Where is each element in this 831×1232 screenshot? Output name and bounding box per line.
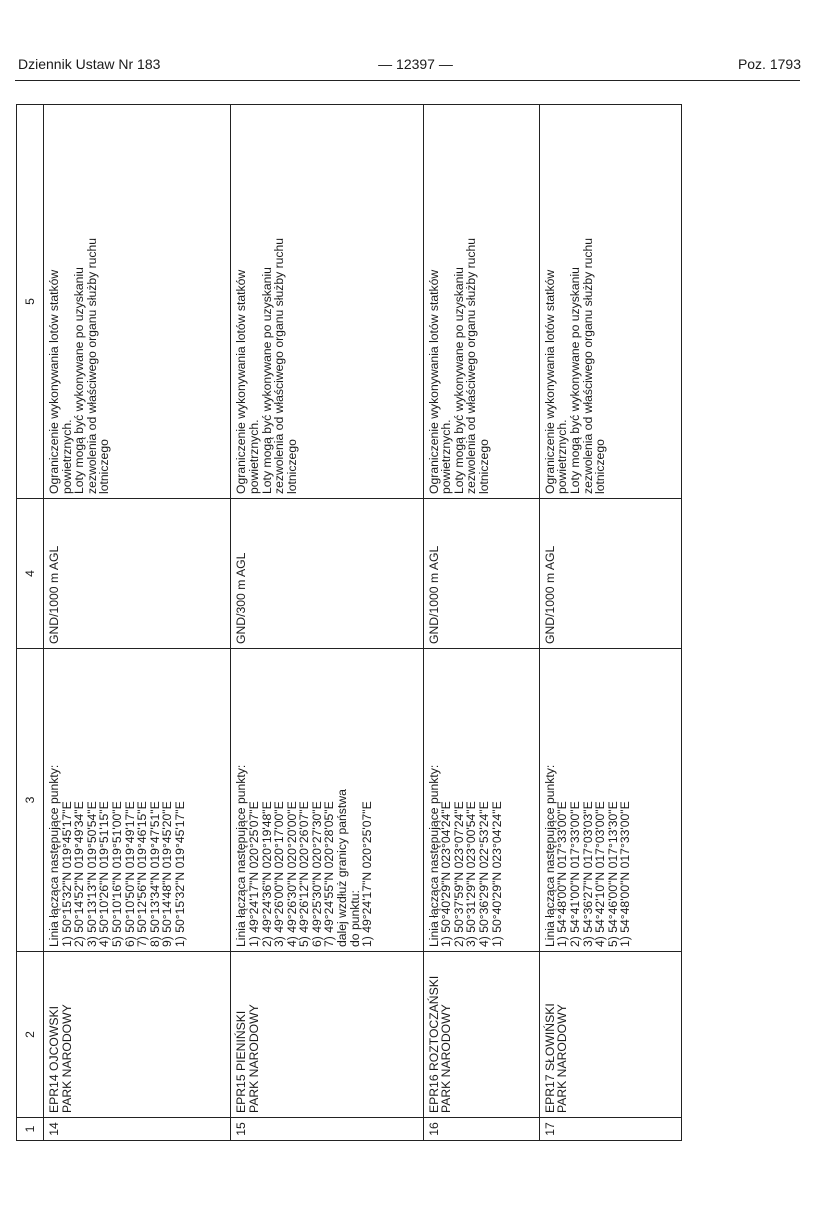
boundary-point: 4) 50°10'26"N 019°51'15"E [97,801,112,947]
remarks-line: Ograniczenie wykonywania lotów statków [426,269,441,494]
boundary-point: 1) 49°24'17"N 020°25'07"E [246,801,261,947]
vertical-limits: GND/1000 m AGL [423,499,539,649]
remarks-line: zezwolenia od właściwego organu służby ruchu [84,237,99,494]
boundary-point: 5) 49°26'12"N 020°26'07"E [297,801,312,947]
boundary-point: 3) 50°13'13"N 019°50'54"E [84,801,99,947]
row-number: 15 [231,1118,423,1141]
remarks-cell [231,105,423,499]
area-designator: EPR15 PIENIŃSKI [234,1010,249,1113]
boundary-intro: Linia łącząca następujące punkty: [426,764,441,947]
remarks-line: Loty mogą być wykonywane po uzyskaniu [72,267,87,494]
boundary-point: 1) 50°40'29"N 023°04'24"E [489,801,504,947]
boundary-point: 2) 54°41'00"N 017°33'00"E [567,801,582,947]
column-header: 5 [17,105,44,499]
remarks-line: zezwolenia od właściwego organu służby ruchu [580,237,595,494]
boundary-point: 1) 49°24'17"N 020°25'07"E [360,801,375,947]
column-header: 3 [17,649,44,952]
boundary-point: 1) 50°40'29"N 023°04'24"E [439,801,454,947]
rotated-table-wrapper [16,105,682,1141]
area-name-cell [231,952,423,1118]
boundary-point: 6) 50°10'50"N 019°49'17"E [122,801,137,947]
column-header: 4 [17,499,44,649]
remarks-cell [44,105,231,499]
table-row [423,105,539,1141]
table-row [44,105,231,1141]
table-row [231,105,423,1141]
boundary-point: 4) 54°42'10"N 017°03'00"E [593,801,608,947]
boundary-point: 9) 50°14'48"N 019°45'20"E [160,801,175,947]
boundary-cell [231,649,423,952]
area-designator: EPR16 ROZTOCZAŃSKI [426,975,441,1113]
boundary-point: 6) 49°25'30"N 020°27'30"E [309,801,324,947]
row-number: 14 [44,1118,231,1141]
header-rule [15,80,800,81]
area-name: PARK NARODOWY [439,1004,454,1113]
area-designator: EPR14 OJCOWSKI [47,1005,62,1113]
boundary-point: 4) 50°36'29"N 022°53'24"E [476,801,491,947]
boundary-cell [539,649,681,952]
boundary-point: 4) 49°26'30"N 020°20'00"E [284,801,299,947]
remarks-line: lotniczego [476,439,491,494]
boundary-point: 2) 50°37'59"N 023°07'24"E [451,801,466,947]
boundary-point: 2) 49°24'36"N 020°19'48"E [259,801,274,947]
remarks-line: powietrznych. [439,419,454,494]
remarks-line: powietrznych. [246,419,261,494]
area-name: PARK NARODOWY [246,1004,261,1113]
remarks-line: Loty mogą być wykonywane po uzyskaniu [259,267,274,494]
boundary-intro: Linia łącząca następujące punkty: [234,764,249,947]
remarks-cell [539,105,681,499]
boundary-point: 5) 50°10'16"N 019°51'00"E [110,801,124,947]
area-designator: EPR17 SŁOWIŃSKI [542,1003,557,1113]
boundary-point: 3) 49°26'00"N 020°17'00"E [272,801,287,947]
vertical-limits: GND/1000 m AGL [44,499,231,649]
boundary-point: 1) 50°15'32"N 019°45'17"E [59,801,74,947]
remarks-line: Ograniczenie wykonywania lotów statków [47,269,62,494]
page-number: — 12397 — [378,56,453,72]
vertical-limits: GND/1000 m AGL [539,499,681,649]
boundary-point: 1) 50°15'32"N 019°45'17"E [172,801,187,947]
vertical-limits: GND/300 m AGL [231,499,423,649]
column-header: 1 [17,1118,44,1141]
remarks-line: powietrznych. [59,419,74,494]
boundary-point: 2) 50°14'52"N 019°49'34"E [72,801,87,947]
boundary-note: do punktu: [347,890,362,947]
restricted-areas-table [16,104,682,1141]
remarks-line: Ograniczenie wykonywania lotów statków [234,269,249,494]
column-header-row [17,105,44,1141]
journal-title: Dziennik Ustaw Nr 183 [18,56,161,72]
remarks-line: lotniczego [97,439,112,494]
position-number: Poz. 1793 [737,56,801,72]
remarks-line: zezwolenia od właściwego organu służby ruchu [464,237,479,494]
boundary-point: 5) 54°46'00"N 017°13'30"E [605,801,620,947]
boundary-point: 1) 54°48'00"N 017°33'00"E [555,801,570,947]
boundary-point: 7) 50°12'56"N 019°46'15"E [135,801,150,947]
row-number: 16 [423,1118,539,1141]
table-row [539,105,681,1141]
remarks-line: lotniczego [593,439,608,494]
remarks-line: Ograniczenie wykonywania lotów statków [542,269,557,494]
area-name-cell [44,952,231,1118]
boundary-note: dalej wzdłuż granicy państwa [335,789,350,947]
boundary-point: 1) 54°48'00"N 017°33'00"E [618,801,633,947]
column-header: 2 [17,952,44,1118]
boundary-point: 3) 50°31'29"N 023°00'54"E [464,801,479,947]
remarks-line: zezwolenia od właściwego organu służby ruchu [272,237,287,494]
area-name: PARK NARODOWY [555,1004,570,1113]
remarks-line: Loty mogą być wykonywane po uzyskaniu [451,267,466,494]
area-name: PARK NARODOWY [59,1004,74,1113]
remarks-line: powietrznych. [555,419,570,494]
boundary-intro: Linia łącząca następujące punkty: [47,764,62,947]
boundary-point: 7) 49°24'55"N 020°28'05"E [322,801,337,947]
boundary-point: 3) 54°36'27"N 017°03'03"E [580,801,595,947]
remarks-cell [423,105,539,499]
boundary-cell [423,649,539,952]
area-name-cell [423,952,539,1118]
boundary-intro: Linia łącząca następujące punkty: [542,764,557,947]
remarks-line: lotniczego [284,439,299,494]
row-number: 17 [539,1118,681,1141]
boundary-point: 8) 50°13'34"N 019°47'51"E [147,801,162,947]
boundary-cell [44,649,231,952]
remarks-line: Loty mogą być wykonywane po uzyskaniu [567,267,582,494]
area-name-cell [539,952,681,1118]
